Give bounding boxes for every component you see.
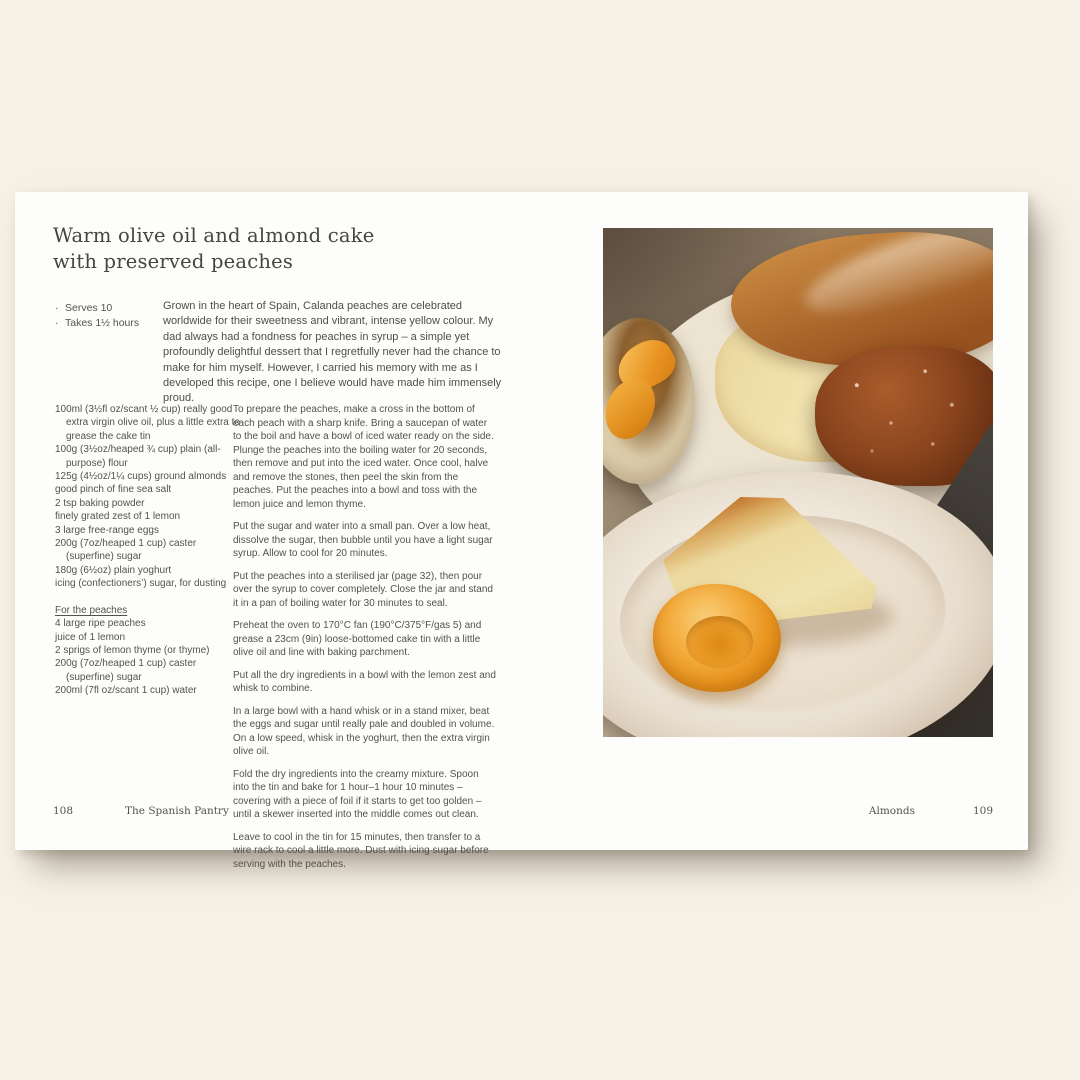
method-step: To prepare the peaches, make a cross in the bottom of each peach with a sharp knife. Bring a saucepan of water to the boil and have a bowl of iced water ready on the side. Plunge the peaches into the boiling water for 20 seconds, then remove and put into the iced water. Once cool, halve and remove the stones, then peel the skin from the peaches. Put the peaches into a bowl and toss with the lemon juice and lemon thyme.: [233, 404, 494, 510]
recipe-meta: [55, 301, 139, 331]
takes-row: [55, 316, 139, 331]
recipe-intro: Grown in the heart of Spain, Calanda peaches are celebrated worldwide for their sweetness and vibrant, intense yellow colour. My dad always had a fondness for peaches in syrup – a simple yet profoundly delightful dessert that I regretfully never had the chance to make for him myself. However, I carried his memory with me as I developed this recipe, one I believe would have made him immensely proud.: [163, 300, 502, 405]
ingredient-item: good pinch of fine sea salt: [55, 484, 172, 496]
takes-label: Takes 1½ hours: [65, 317, 140, 329]
page-number-right: 109: [972, 805, 993, 817]
book-spread-page: [15, 192, 1028, 870]
ingredient-item: 200g (7oz/heaped 1 cup) caster (superfine) sugar: [55, 538, 197, 563]
method-step: Put the peaches into a sterilised jar (page 32), then pour over the syrup to cover completely. Close the jar and stand it in a pan of boiling water for 30 minutes to seal.: [233, 570, 493, 609]
ingredient-item: 2 sprigs of lemon thyme (or thyme): [55, 644, 210, 656]
ingredient-item: 200g (7oz/heaped 1 cup) caster (superfine) sugar: [55, 658, 197, 683]
icing-sugar-dusting: [797, 228, 993, 331]
serves-label: Serves 10: [65, 302, 113, 314]
ingredient-item: 4 large ripe peaches: [55, 618, 146, 630]
recipe-title: [53, 223, 374, 275]
ingredients-list: [55, 403, 243, 698]
recipe-photo: [603, 228, 993, 737]
preserved-peach-half: [653, 584, 781, 692]
ingredient-item: juice of 1 lemon: [55, 631, 126, 643]
method-steps: [233, 403, 496, 880]
method-step: Put all the dry ingredients in a bowl with the lemon zest and whisk to combine.: [233, 669, 496, 694]
peach-stone-hollow: [686, 616, 753, 668]
ingredient-item: 125g (4½oz/1¼ cups) ground almonds: [55, 471, 227, 483]
ingredient-item: 100g (3½oz/heaped ¾ cup) plain (all-purpose) flour: [55, 444, 221, 469]
ingredient-item: finely grated zest of 1 lemon: [55, 511, 181, 523]
ingredient-item: 180g (6½oz) plain yoghurt: [55, 564, 172, 576]
book-title-footer: The Spanish Pantry: [125, 805, 229, 817]
page-number-left: 108: [53, 805, 74, 817]
ingredient-item: 3 large free-range eggs: [55, 524, 159, 536]
ingredient-item: 100ml (3½fl oz/scant ½ cup) really good extra virgin olive oil, plus a little extra to grease the cake tin: [55, 404, 240, 442]
serves-row: [55, 301, 139, 316]
bullet-glyph: ·: [55, 317, 59, 329]
method-step: Leave to cool in the tin for 15 minutes, then transfer to a wire rack to cool a little more. Dust with icing sugar before serving with the peaches.: [233, 831, 489, 870]
ingredient-item: 200ml (7fl oz/scant 1 cup) water: [55, 685, 197, 697]
peaches-subheading: For the peaches: [55, 604, 128, 616]
recipe-title-line2: with preserved peaches: [53, 250, 294, 273]
method-step: In a large bowl with a hand whisk or in a stand mixer, beat the eggs and sugar until really pale and doubled in volume. On a low speed, whisk in the yoghurt, then the extra virgin olive oil.: [233, 705, 495, 757]
recipe-title-line1: Warm olive oil and almond cake: [53, 224, 375, 247]
ingredient-item: 2 tsp baking powder: [55, 497, 145, 509]
bullet-glyph: ·: [55, 302, 59, 314]
ingredient-item: icing (confectioners’) sugar, for dusting: [55, 578, 227, 590]
method-step: Fold the dry ingredients into the creamy mixture. Spoon into the tin and bake for 1 hour–1 hour 10 minutes – covering with a piece of foil if it starts to get too golden – until a skewer inserted into the middle comes out clean.: [233, 768, 482, 820]
method-step: Preheat the oven to 170°C fan (190°C/375°F/gas 5) and grease a 23cm (9in) loose-bottomed cake tin with a little olive oil and line with baking parchment.: [233, 620, 482, 658]
method-step: Put the sugar and water into a small pan. Over a low heat, dissolve the sugar, then bubble until you have a light sugar syrup. Allow to cool for 20 minutes.: [233, 521, 493, 559]
chapter-name-footer: Almonds: [868, 805, 915, 817]
